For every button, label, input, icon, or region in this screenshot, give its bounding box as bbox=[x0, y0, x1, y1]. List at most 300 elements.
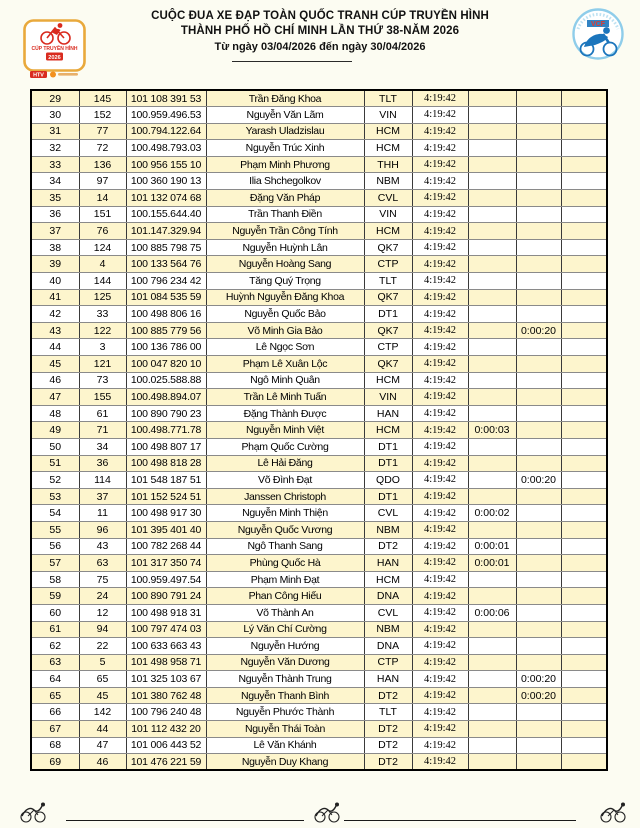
cell-penalty bbox=[468, 273, 516, 290]
table-row bbox=[31, 239, 607, 256]
cell-uci_id: 100 498 818 28 bbox=[126, 455, 206, 472]
cell-team: VIN bbox=[364, 107, 412, 124]
table-row bbox=[31, 687, 607, 704]
table-row bbox=[31, 721, 607, 738]
cell-bonus bbox=[516, 505, 561, 522]
cell-bib: 75 bbox=[79, 571, 126, 588]
cell-name: Nguyễn Thành Trung bbox=[206, 671, 364, 688]
cell-penalty bbox=[468, 223, 516, 240]
cell-bonus bbox=[516, 654, 561, 671]
cell-bonus bbox=[516, 422, 561, 439]
cell-bib: 114 bbox=[79, 472, 126, 489]
cell-time: 4:19:42 bbox=[412, 721, 468, 738]
cell-bonus bbox=[516, 638, 561, 655]
cell-name: Nguyễn Minh Thiện bbox=[206, 505, 364, 522]
cell-time: 4:19:42 bbox=[412, 654, 468, 671]
cell-time: 4:19:42 bbox=[412, 438, 468, 455]
cell-bonus: 0:00:20 bbox=[516, 472, 561, 489]
cell-time: 4:19:42 bbox=[412, 704, 468, 721]
cell-team: QK7 bbox=[364, 239, 412, 256]
vcf-label: VCF bbox=[591, 21, 605, 28]
cell-note bbox=[561, 754, 607, 771]
cell-note bbox=[561, 289, 607, 306]
table-row bbox=[31, 322, 607, 339]
table-row bbox=[31, 389, 607, 406]
cell-penalty bbox=[468, 472, 516, 489]
footer-rule-right bbox=[344, 820, 576, 821]
cell-rank: 39 bbox=[31, 256, 79, 273]
cell-rank: 42 bbox=[31, 306, 79, 323]
cell-bib: 43 bbox=[79, 538, 126, 555]
cell-name: Ngô Thanh Sang bbox=[206, 538, 364, 555]
table-row bbox=[31, 704, 607, 721]
cell-note bbox=[561, 638, 607, 655]
cell-rank: 41 bbox=[31, 289, 79, 306]
cell-bonus bbox=[516, 107, 561, 124]
header-divider bbox=[232, 61, 352, 62]
cell-bib: 97 bbox=[79, 173, 126, 190]
cell-bib: 76 bbox=[79, 223, 126, 240]
cell-team: HCM bbox=[364, 372, 412, 389]
cell-bonus bbox=[516, 306, 561, 323]
cell-name: Nguyễn Thái Toàn bbox=[206, 721, 364, 738]
cell-uci_id: 100 890 791 24 bbox=[126, 588, 206, 605]
cell-team: DNA bbox=[364, 588, 412, 605]
cell-note bbox=[561, 140, 607, 157]
cell-bib: 24 bbox=[79, 588, 126, 605]
cell-penalty: 0:00:01 bbox=[468, 538, 516, 555]
cell-penalty bbox=[468, 389, 516, 406]
table-row bbox=[31, 654, 607, 671]
cell-team: DNA bbox=[364, 638, 412, 655]
cell-bonus bbox=[516, 206, 561, 223]
cell-note bbox=[561, 206, 607, 223]
cell-team: DT1 bbox=[364, 488, 412, 505]
cell-rank: 68 bbox=[31, 737, 79, 754]
vcf-logo bbox=[570, 7, 626, 68]
cell-name: Trần Thanh Điền bbox=[206, 206, 364, 223]
cell-time: 4:19:42 bbox=[412, 405, 468, 422]
cell-team: HAN bbox=[364, 405, 412, 422]
cell-bib: 124 bbox=[79, 239, 126, 256]
cell-bonus bbox=[516, 521, 561, 538]
cell-name: Nguyễn Phước Thành bbox=[206, 704, 364, 721]
cell-uci_id: 100 047 820 10 bbox=[126, 356, 206, 373]
cell-note bbox=[561, 306, 607, 323]
cell-penalty bbox=[468, 256, 516, 273]
cell-uci_id: 101 325 103 67 bbox=[126, 671, 206, 688]
cell-penalty bbox=[468, 173, 516, 190]
table-row bbox=[31, 273, 607, 290]
cell-name: Nguyễn Thanh Bình bbox=[206, 687, 364, 704]
table-row bbox=[31, 638, 607, 655]
cell-rank: 51 bbox=[31, 455, 79, 472]
cell-penalty bbox=[468, 704, 516, 721]
cell-rank: 58 bbox=[31, 571, 79, 588]
cell-name: Ngô Minh Quân bbox=[206, 372, 364, 389]
cell-rank: 47 bbox=[31, 389, 79, 406]
cell-name: Nguyễn Duy Khang bbox=[206, 754, 364, 771]
cell-bib: 77 bbox=[79, 123, 126, 140]
cell-name: Nguyễn Quốc Bảo bbox=[206, 306, 364, 323]
cell-name: Tăng Quý Trọng bbox=[206, 273, 364, 290]
table-row bbox=[31, 604, 607, 621]
cell-note bbox=[561, 737, 607, 754]
cell-note bbox=[561, 223, 607, 240]
cell-bonus bbox=[516, 140, 561, 157]
cell-rank: 67 bbox=[31, 721, 79, 738]
cell-team: HCM bbox=[364, 123, 412, 140]
cell-name: Phạm Minh Đạt bbox=[206, 571, 364, 588]
cell-time: 4:19:42 bbox=[412, 372, 468, 389]
cell-uci_id: 100.794.122.64 bbox=[126, 123, 206, 140]
cell-time: 4:19:42 bbox=[412, 754, 468, 771]
cell-penalty bbox=[468, 289, 516, 306]
cell-bib: 37 bbox=[79, 488, 126, 505]
cell-name: Janssen Christoph bbox=[206, 488, 364, 505]
cell-uci_id: 100 498 806 16 bbox=[126, 306, 206, 323]
cell-name: Phạm Quốc Cường bbox=[206, 438, 364, 455]
cell-team: NBM bbox=[364, 173, 412, 190]
cell-penalty bbox=[468, 455, 516, 472]
cell-team: CVL bbox=[364, 604, 412, 621]
cell-bonus bbox=[516, 339, 561, 356]
cell-team: THH bbox=[364, 156, 412, 173]
results-table-body bbox=[31, 90, 607, 770]
cup-year-label: 2026 bbox=[48, 54, 61, 61]
cell-uci_id: 100.498.793.03 bbox=[126, 140, 206, 157]
cell-penalty bbox=[468, 737, 516, 754]
cell-note bbox=[561, 422, 607, 439]
cell-bib: 22 bbox=[79, 638, 126, 655]
cell-team: CTP bbox=[364, 339, 412, 356]
table-row bbox=[31, 505, 607, 522]
cell-rank: 30 bbox=[31, 107, 79, 124]
cell-rank: 62 bbox=[31, 638, 79, 655]
cell-time: 4:19:42 bbox=[412, 687, 468, 704]
cell-time: 4:19:42 bbox=[412, 638, 468, 655]
cell-bonus bbox=[516, 123, 561, 140]
cell-note bbox=[561, 571, 607, 588]
cell-name: Võ Thành An bbox=[206, 604, 364, 621]
cell-rank: 31 bbox=[31, 123, 79, 140]
vcf-logo-graphic bbox=[570, 7, 626, 63]
footer-cyclist-icon bbox=[598, 800, 628, 824]
cell-uci_id: 101 317 350 74 bbox=[126, 555, 206, 572]
cell-rank: 59 bbox=[31, 588, 79, 605]
cell-name: Nguyễn Văn Dương bbox=[206, 654, 364, 671]
table-row bbox=[31, 671, 607, 688]
cell-penalty bbox=[468, 671, 516, 688]
cell-note bbox=[561, 90, 607, 107]
cell-time: 4:19:42 bbox=[412, 505, 468, 522]
cell-rank: 36 bbox=[31, 206, 79, 223]
cell-team: NBM bbox=[364, 521, 412, 538]
cell-note bbox=[561, 455, 607, 472]
cell-bonus bbox=[516, 223, 561, 240]
cell-bonus bbox=[516, 239, 561, 256]
cell-uci_id: 100 133 564 76 bbox=[126, 256, 206, 273]
cell-penalty bbox=[468, 156, 516, 173]
cell-team: DT2 bbox=[364, 538, 412, 555]
cell-team: HAN bbox=[364, 671, 412, 688]
cell-rank: 50 bbox=[31, 438, 79, 455]
cell-uci_id: 100 796 240 48 bbox=[126, 704, 206, 721]
cell-bib: 33 bbox=[79, 306, 126, 323]
cell-bib: 121 bbox=[79, 356, 126, 373]
cell-time: 4:19:42 bbox=[412, 472, 468, 489]
cell-note bbox=[561, 538, 607, 555]
cell-note bbox=[561, 339, 607, 356]
table-row bbox=[31, 571, 607, 588]
cell-bonus bbox=[516, 571, 561, 588]
table-row bbox=[31, 206, 607, 223]
cell-uci_id: 100 498 918 31 bbox=[126, 604, 206, 621]
cell-penalty bbox=[468, 206, 516, 223]
cell-uci_id: 101 108 391 53 bbox=[126, 90, 206, 107]
cell-team: TLT bbox=[364, 90, 412, 107]
cell-bib: 63 bbox=[79, 555, 126, 572]
cell-bib: 142 bbox=[79, 704, 126, 721]
cell-team: HCM bbox=[364, 571, 412, 588]
cell-bib: 45 bbox=[79, 687, 126, 704]
cell-team: CTP bbox=[364, 256, 412, 273]
table-row bbox=[31, 173, 607, 190]
cell-uci_id: 100 782 268 44 bbox=[126, 538, 206, 555]
cell-penalty bbox=[468, 372, 516, 389]
cell-bonus bbox=[516, 356, 561, 373]
cell-note bbox=[561, 190, 607, 207]
table-row bbox=[31, 190, 607, 207]
cell-penalty bbox=[468, 123, 516, 140]
cell-rank: 38 bbox=[31, 239, 79, 256]
cell-rank: 55 bbox=[31, 521, 79, 538]
cell-note bbox=[561, 405, 607, 422]
table-row bbox=[31, 472, 607, 489]
cell-penalty bbox=[468, 621, 516, 638]
cell-uci_id: 101 132 074 68 bbox=[126, 190, 206, 207]
table-row bbox=[31, 521, 607, 538]
cell-uci_id: 100 797 474 03 bbox=[126, 621, 206, 638]
cell-bonus: 0:00:20 bbox=[516, 687, 561, 704]
cell-uci_id: 100 885 779 56 bbox=[126, 322, 206, 339]
cell-time: 4:19:42 bbox=[412, 156, 468, 173]
cell-rank: 52 bbox=[31, 472, 79, 489]
cell-time: 4:19:42 bbox=[412, 455, 468, 472]
cell-rank: 56 bbox=[31, 538, 79, 555]
cell-bonus bbox=[516, 488, 561, 505]
cell-bib: 144 bbox=[79, 273, 126, 290]
cell-uci_id: 100 956 155 10 bbox=[126, 156, 206, 173]
cell-uci_id: 101 084 535 59 bbox=[126, 289, 206, 306]
cell-penalty bbox=[468, 438, 516, 455]
cell-bonus bbox=[516, 405, 561, 422]
cell-time: 4:19:42 bbox=[412, 107, 468, 124]
cell-note bbox=[561, 273, 607, 290]
cell-note bbox=[561, 107, 607, 124]
cell-uci_id: 100.498.894.07 bbox=[126, 389, 206, 406]
race-title-line1: CUỘC ĐUA XE ĐẠP TOÀN QUỐC TRANH CÚP TRUYỀN HÌNH bbox=[151, 10, 489, 22]
cell-rank: 49 bbox=[31, 422, 79, 439]
table-row bbox=[31, 223, 607, 240]
cell-note bbox=[561, 389, 607, 406]
cell-team: CVL bbox=[364, 505, 412, 522]
cell-name: Lê Văn Khánh bbox=[206, 737, 364, 754]
cell-name: Phùng Quốc Hà bbox=[206, 555, 364, 572]
table-row bbox=[31, 754, 607, 771]
cell-note bbox=[561, 604, 607, 621]
cell-penalty bbox=[468, 90, 516, 107]
cell-rank: 54 bbox=[31, 505, 79, 522]
cell-penalty bbox=[468, 588, 516, 605]
cell-rank: 44 bbox=[31, 339, 79, 356]
table-row bbox=[31, 405, 607, 422]
cell-uci_id: 100 498 917 30 bbox=[126, 505, 206, 522]
cell-time: 4:19:42 bbox=[412, 737, 468, 754]
cell-bonus bbox=[516, 555, 561, 572]
cell-name: Nguyễn Hoàng Sang bbox=[206, 256, 364, 273]
cell-time: 4:19:42 bbox=[412, 206, 468, 223]
cell-uci_id: 100 633 663 43 bbox=[126, 638, 206, 655]
cell-bonus bbox=[516, 737, 561, 754]
cell-uci_id: 100 360 190 13 bbox=[126, 173, 206, 190]
cell-rank: 45 bbox=[31, 356, 79, 373]
cell-time: 4:19:42 bbox=[412, 239, 468, 256]
cell-time: 4:19:42 bbox=[412, 140, 468, 157]
cell-name: Lê Ngọc Sơn bbox=[206, 339, 364, 356]
cell-bib: 44 bbox=[79, 721, 126, 738]
cup-truyen-hinh-logo bbox=[23, 19, 86, 84]
table-row bbox=[31, 438, 607, 455]
cell-penalty: 0:00:02 bbox=[468, 505, 516, 522]
cell-note bbox=[561, 704, 607, 721]
footer-cyclist-icon bbox=[18, 800, 48, 824]
cell-note bbox=[561, 654, 607, 671]
cell-note bbox=[561, 621, 607, 638]
cell-name: Phạm Lê Xuân Lộc bbox=[206, 356, 364, 373]
cell-team: CTP bbox=[364, 654, 412, 671]
cell-uci_id: 101 380 762 48 bbox=[126, 687, 206, 704]
cell-bonus bbox=[516, 438, 561, 455]
cell-rank: 43 bbox=[31, 322, 79, 339]
cell-bib: 61 bbox=[79, 405, 126, 422]
cell-penalty bbox=[468, 140, 516, 157]
cell-team: QK7 bbox=[364, 322, 412, 339]
cell-note bbox=[561, 173, 607, 190]
cell-rank: 65 bbox=[31, 687, 79, 704]
cell-note bbox=[561, 438, 607, 455]
cell-note bbox=[561, 721, 607, 738]
table-row bbox=[31, 256, 607, 273]
cell-note bbox=[561, 322, 607, 339]
cell-bib: 14 bbox=[79, 190, 126, 207]
cell-uci_id: 101 548 187 51 bbox=[126, 472, 206, 489]
cup-truyen-hinh-logo-graphic bbox=[23, 19, 86, 79]
table-row bbox=[31, 90, 607, 107]
cell-team: DT1 bbox=[364, 438, 412, 455]
table-row bbox=[31, 538, 607, 555]
cell-rank: 37 bbox=[31, 223, 79, 240]
cell-uci_id: 100.959.496.53 bbox=[126, 107, 206, 124]
cell-team: NBM bbox=[364, 621, 412, 638]
cell-bib: 3 bbox=[79, 339, 126, 356]
cell-uci_id: 101 152 524 51 bbox=[126, 488, 206, 505]
cell-time: 4:19:42 bbox=[412, 273, 468, 290]
cell-bib: 12 bbox=[79, 604, 126, 621]
cell-team: CVL bbox=[364, 190, 412, 207]
cell-bonus bbox=[516, 754, 561, 771]
table-row bbox=[31, 107, 607, 124]
cell-rank: 32 bbox=[31, 140, 79, 157]
cell-team: HCM bbox=[364, 422, 412, 439]
cell-time: 4:19:42 bbox=[412, 521, 468, 538]
cell-uci_id: 100.025.588.88 bbox=[126, 372, 206, 389]
cell-uci_id: 100 136 786 00 bbox=[126, 339, 206, 356]
cell-bib: 152 bbox=[79, 107, 126, 124]
cell-note bbox=[561, 239, 607, 256]
cell-note bbox=[561, 521, 607, 538]
cell-bib: 5 bbox=[79, 654, 126, 671]
cell-name: Nguyễn Minh Việt bbox=[206, 422, 364, 439]
cell-penalty: 0:00:01 bbox=[468, 555, 516, 572]
cell-note bbox=[561, 256, 607, 273]
cell-bonus bbox=[516, 538, 561, 555]
cell-rank: 35 bbox=[31, 190, 79, 207]
cell-bib: 65 bbox=[79, 671, 126, 688]
cell-bonus: 0:00:20 bbox=[516, 322, 561, 339]
cell-rank: 40 bbox=[31, 273, 79, 290]
cell-bonus bbox=[516, 455, 561, 472]
cell-uci_id: 101.147.329.94 bbox=[126, 223, 206, 240]
cell-penalty bbox=[468, 638, 516, 655]
cell-bib: 151 bbox=[79, 206, 126, 223]
cell-penalty bbox=[468, 239, 516, 256]
cell-note bbox=[561, 505, 607, 522]
cell-penalty bbox=[468, 190, 516, 207]
cell-name: Ilia Shchegolkov bbox=[206, 173, 364, 190]
cell-bib: 72 bbox=[79, 140, 126, 157]
cell-note bbox=[561, 671, 607, 688]
cell-bib: 71 bbox=[79, 422, 126, 439]
cell-team: TLT bbox=[364, 704, 412, 721]
cell-team: VIN bbox=[364, 206, 412, 223]
cell-bib: 145 bbox=[79, 90, 126, 107]
cup-truyen-hinh-label: CÚP TRUYỀN HÌNH bbox=[31, 46, 78, 52]
cell-rank: 64 bbox=[31, 671, 79, 688]
cell-name: Nguyễn Huỳnh Lân bbox=[206, 239, 364, 256]
table-row bbox=[31, 737, 607, 754]
cell-team: DT2 bbox=[364, 687, 412, 704]
cell-name: Trần Đăng Khoa bbox=[206, 90, 364, 107]
cell-name: Nguyễn Trúc Xinh bbox=[206, 140, 364, 157]
cell-time: 4:19:42 bbox=[412, 256, 468, 273]
footer-rule-left bbox=[66, 820, 304, 821]
cell-time: 4:19:42 bbox=[412, 190, 468, 207]
cell-time: 4:19:42 bbox=[412, 289, 468, 306]
cell-uci_id: 100 890 790 23 bbox=[126, 405, 206, 422]
cell-team: DT1 bbox=[364, 455, 412, 472]
cell-penalty bbox=[468, 107, 516, 124]
cell-name: Võ Đình Đạt bbox=[206, 472, 364, 489]
cell-bonus bbox=[516, 156, 561, 173]
cell-note bbox=[561, 472, 607, 489]
cell-bonus bbox=[516, 588, 561, 605]
cell-bib: 96 bbox=[79, 521, 126, 538]
cell-name: Nguyễn Quốc Vương bbox=[206, 521, 364, 538]
cell-bonus bbox=[516, 173, 561, 190]
cell-bib: 122 bbox=[79, 322, 126, 339]
cell-bonus bbox=[516, 621, 561, 638]
